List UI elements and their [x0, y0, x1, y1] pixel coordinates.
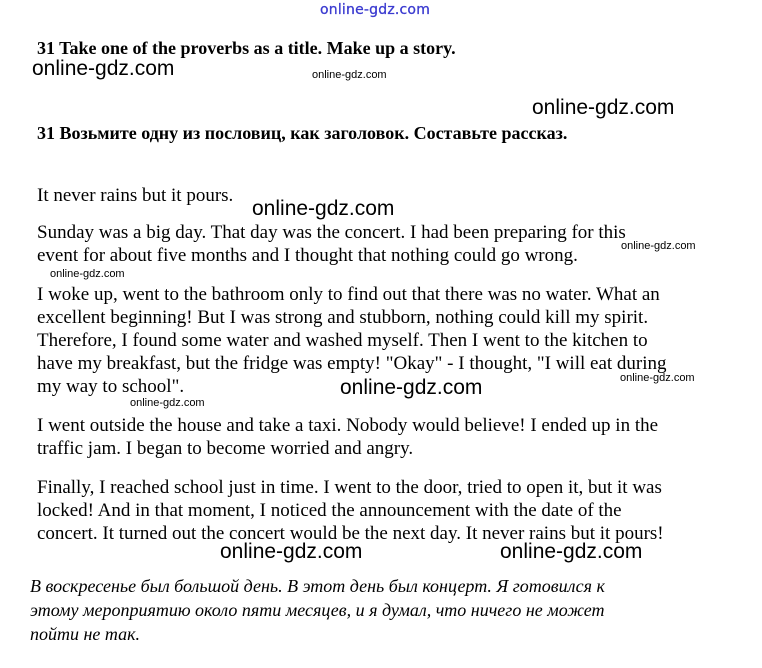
paragraph-3	[37, 414, 737, 460]
translation-line: пойти не так.	[30, 624, 141, 644]
paragraph-line: Sunday was a big day. That day was the concert. I had been preparing for this	[37, 222, 626, 243]
task-heading-ru: 31 Возьмите одну из пословиц, как заголовок. Составьте рассказ.	[37, 123, 568, 143]
task-heading-en: 31 Take one of the proverbs as a title. Make up a story.	[37, 38, 456, 58]
paragraph-line: event for about five months and I thought that nothing could go wrong.	[37, 245, 578, 266]
watermark: online-gdz.com	[252, 197, 395, 220]
watermark: online-gdz.com	[532, 96, 675, 119]
watermark: online-gdz.com	[621, 240, 696, 252]
watermark: online-gdz.com	[50, 268, 125, 280]
watermark: online-gdz.com	[312, 69, 387, 81]
translation-line: В воскресенье был большой день. В этот день был концерт. Я готовился к	[30, 576, 605, 596]
paragraph-line: excellent beginning! But I was strong and stubborn, nothing could kill my spirit.	[37, 307, 649, 328]
header-logo: online-gdz.com	[320, 2, 431, 18]
watermark: online-gdz.com	[220, 540, 363, 563]
story-title: It never rains but it pours.	[37, 185, 234, 206]
paragraph-line: Therefore, I found some water and washed myself. Then I went to the kitchen to	[37, 330, 648, 351]
paragraph-line: my way to school".	[37, 376, 185, 397]
paragraph-line: locked! And in that moment, I noticed the announcement with the date of the	[37, 500, 622, 521]
watermark: online-gdz.com	[340, 376, 483, 399]
russian-translation	[30, 574, 740, 646]
paragraph-line: I went outside the house and take a taxi. Nobody would believe! I ended up in the	[37, 415, 659, 436]
watermark: online-gdz.com	[130, 397, 205, 409]
paragraph-line: Finally, I reached school just in time. I went to the door, tried to open it, but it was	[37, 477, 662, 498]
watermark: online-gdz.com	[500, 540, 643, 563]
watermark: online-gdz.com	[32, 57, 175, 80]
watermark: online-gdz.com	[620, 372, 695, 384]
translation-line: этому мероприятию около пяти месяцев, и я думал, что ничего не может	[30, 600, 605, 620]
paragraph-line: I woke up, went to the bathroom only to find out that there was no water. What an	[37, 284, 660, 305]
paragraph-line: traffic jam. I began to become worried and angry.	[37, 438, 414, 459]
paragraph-4	[37, 476, 737, 545]
paragraph-line: have my breakfast, but the fridge was empty! "Okay" - I thought, "I will eat during	[37, 353, 667, 374]
paragraph-line: concert. It turned out the concert would be the next day. It never rains but it pours!	[37, 523, 664, 544]
